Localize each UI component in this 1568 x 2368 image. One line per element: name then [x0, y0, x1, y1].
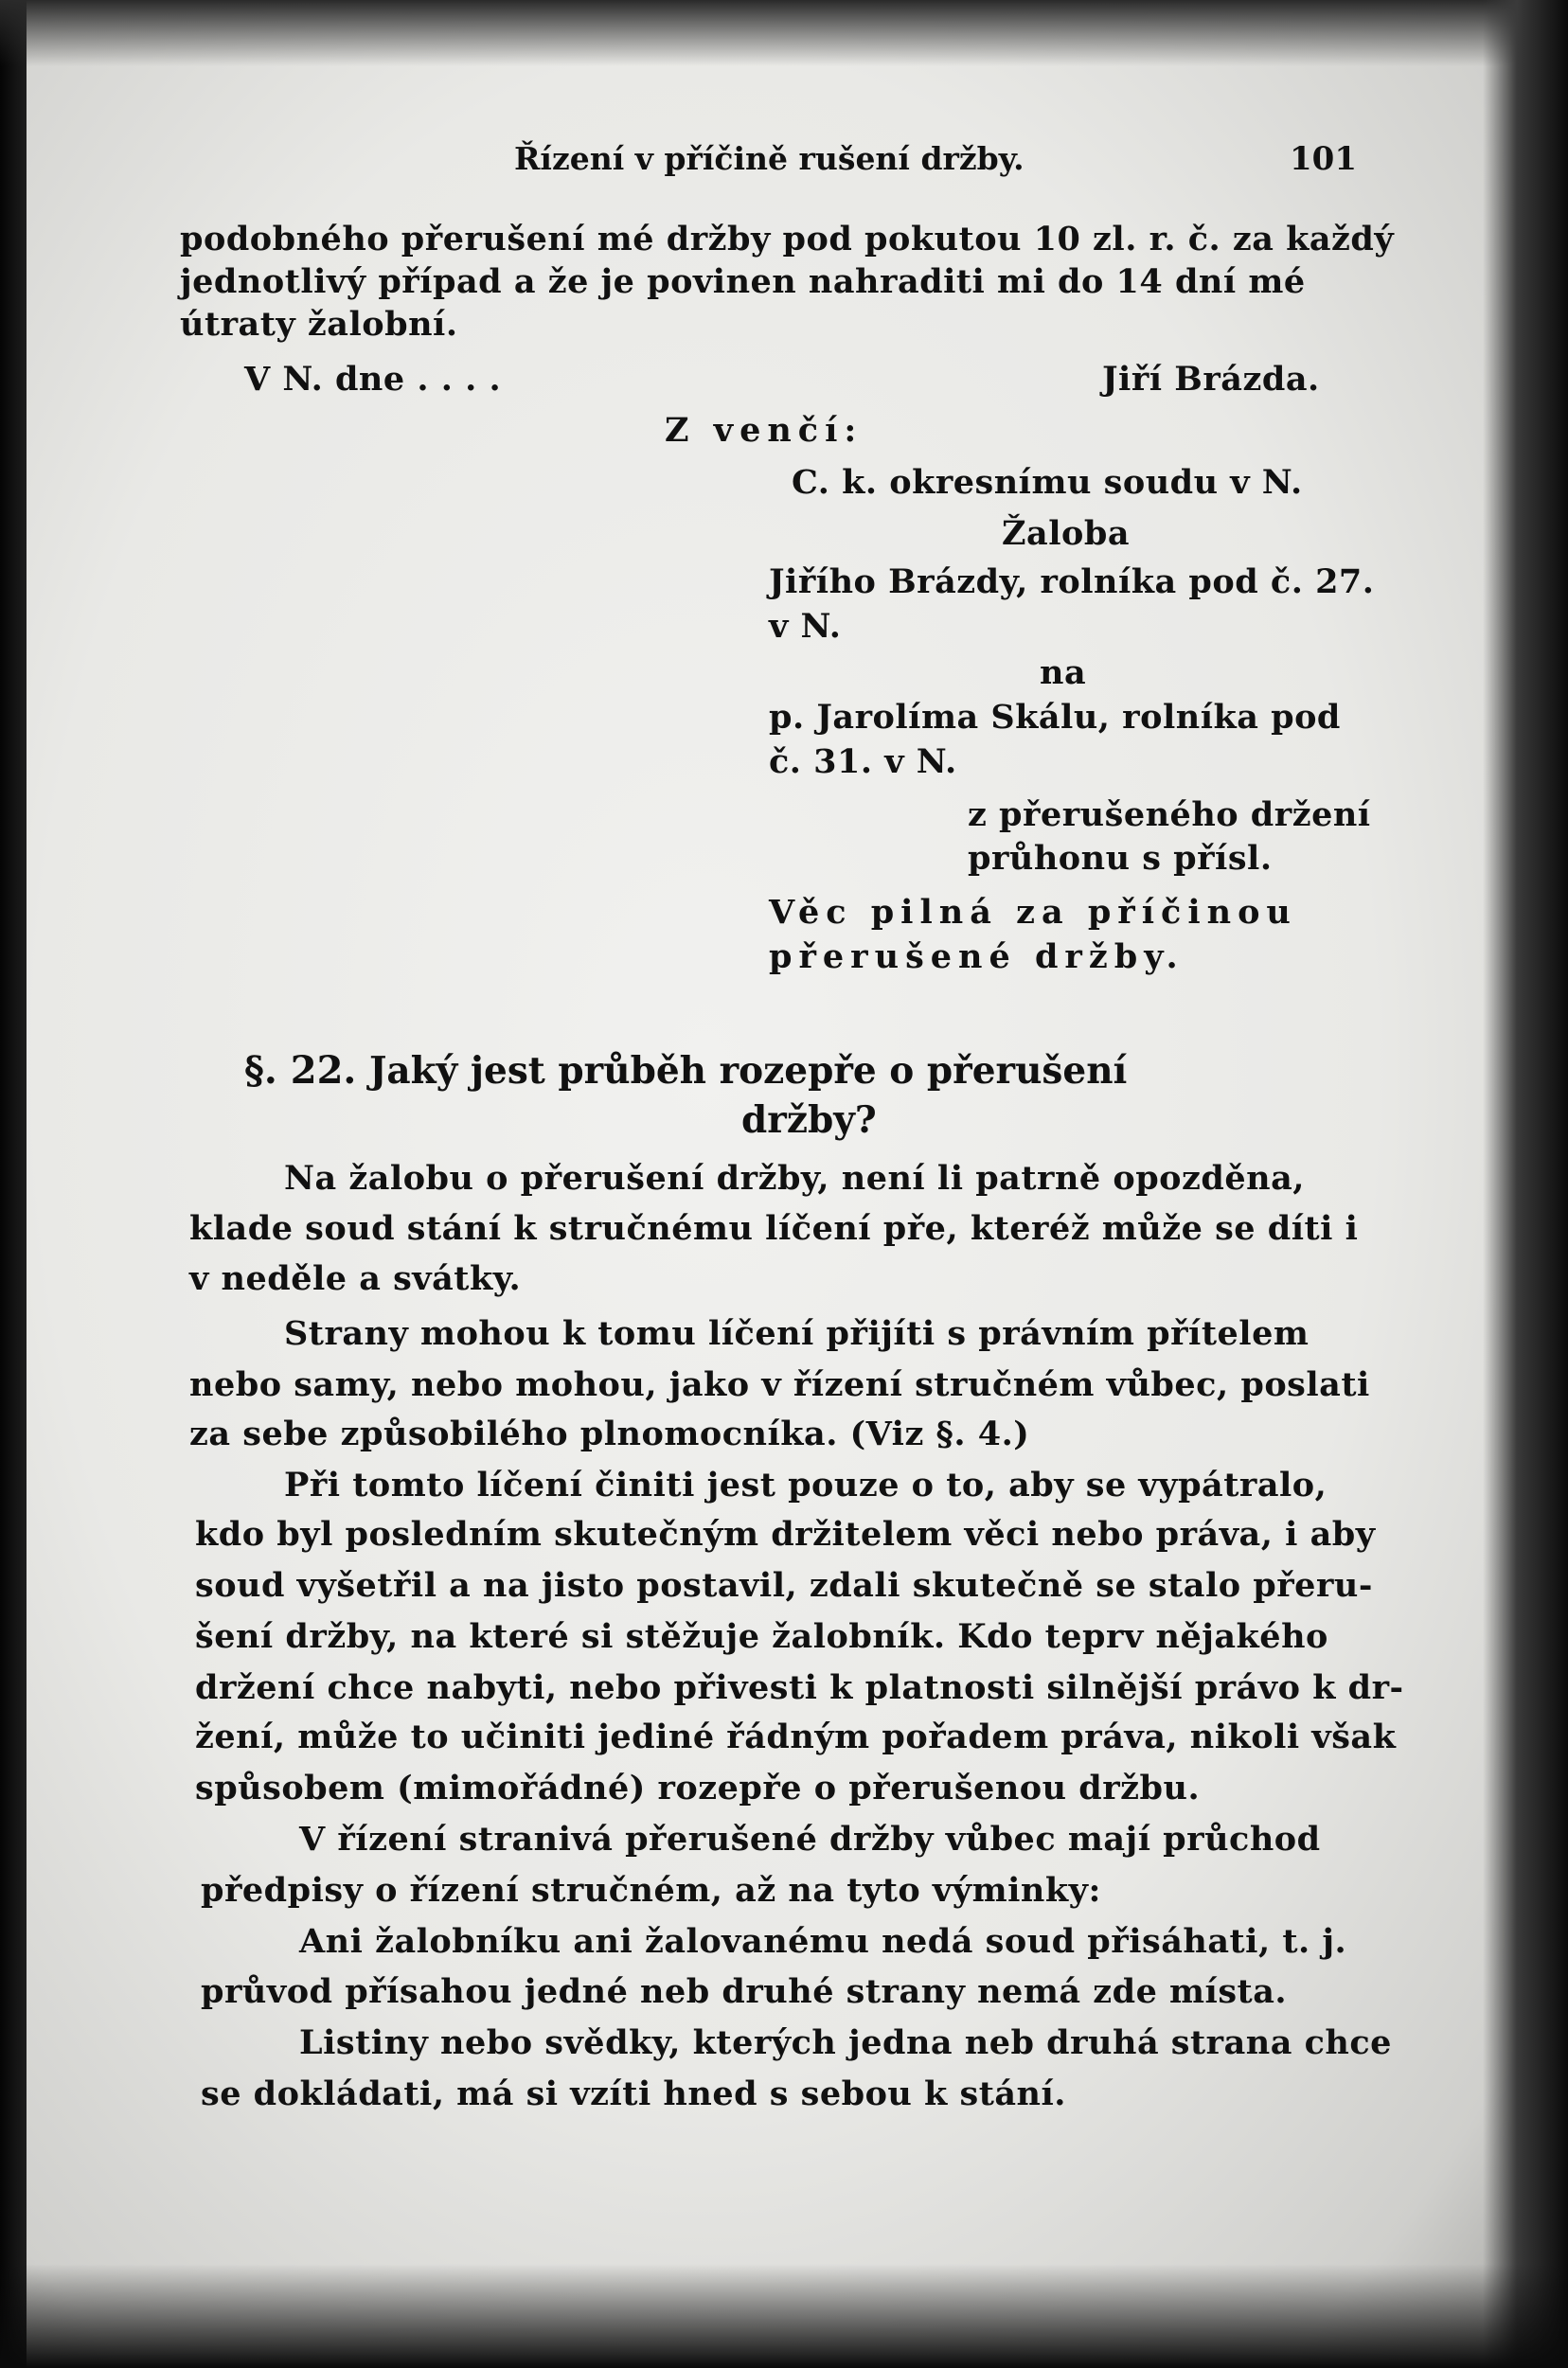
urgent-line-2: přerušené držby. — [769, 937, 1185, 976]
section-number: §. 22. — [244, 1048, 357, 1093]
body-line-7: Při tomto líčení činiti jest pouze o to, aby se vypátralo, — [284, 1466, 1327, 1504]
body-line-6: za sebe způsobilého plnomocníka. (Viz §. 4.) — [189, 1415, 1030, 1453]
against-word: na — [1040, 653, 1087, 692]
form-line-1: podobného přerušení mé držby pod pokutou 10 zl. r. č. za každý — [180, 220, 1395, 258]
court-address: C. k. okresnímu soudu v N. — [792, 463, 1303, 502]
form-line-2: jednotlivý případ a že je povinen nahraditi mi do 14 dní mé — [180, 262, 1306, 301]
body-line-16: Ani žalobníku ani žalovanému nedá soud přisáhati, t. j. — [299, 1922, 1347, 1961]
body-line-1: Na žalobu o přerušení držby, není li patrně opozděna, — [284, 1159, 1305, 1198]
defendant-line-1: p. Jarolíma Skálu, rolníka pod — [769, 698, 1341, 737]
subject-line-1: z přerušeného držení — [968, 795, 1371, 834]
plaintiff-line-1: Jiřího Brázdy, rolníka pod č. 27. — [769, 562, 1375, 601]
body-line-2: klade soud stání k stručnému líčení pře, kteréž může se díti i — [189, 1209, 1359, 1248]
place-date: V N. dne . . . . — [244, 360, 502, 399]
body-line-15: předpisy o řízení stručném, až na tyto výminky: — [201, 1871, 1101, 1910]
urgent-line-1: Věc pilná za příčinou — [769, 893, 1297, 932]
page-number: 101 — [1290, 140, 1357, 178]
body-line-18: Listiny nebo svědky, kterých jedna neb druhá strana chce — [299, 2023, 1392, 2062]
subject-line-2: průhonu s přísl. — [968, 839, 1273, 878]
section-title-2: držby? — [741, 1098, 877, 1142]
document-type: Žaloba — [1002, 514, 1131, 553]
body-line-8: kdo byl posledním skutečným držitelem věci nebo práva, i aby — [195, 1515, 1376, 1554]
body-line-13: spůsobem (mimořádné) rozepře o přerušenou držbu. — [195, 1769, 1201, 1807]
running-title: Řízení v příčině rušení držby. — [514, 140, 1025, 177]
body-line-10: šení držby, na které si stěžuje žalobník. Kdo teprv nějakého — [195, 1617, 1328, 1656]
section-title-1: Jaký jest průběh rozepře o přerušení — [368, 1049, 1128, 1093]
body-line-3: v neděle a svátky. — [189, 1259, 522, 1298]
defendant-line-2: č. 31. v N. — [769, 742, 957, 781]
body-line-14: V řízení stranivá přerušené držby vůbec mají průchod — [299, 1820, 1321, 1859]
plaintiff-line-2: v N. — [769, 607, 842, 646]
body-line-19: se dokládati, má si vzíti hned s sebou k stání. — [201, 2074, 1066, 2113]
outside-label: Z venčí: — [665, 411, 864, 450]
body-line-11: držení chce nabyti, nebo přivesti k platnosti silnější právo k dr- — [195, 1668, 1404, 1707]
body-line-9: soud vyšetřil a na jisto postavil, zdali skutečně se stalo přeru- — [195, 1566, 1373, 1605]
body-line-12: žení, může to učiniti jediné řádným pořadem práva, nikoli však — [195, 1718, 1397, 1756]
form-line-3: útraty žalobní. — [180, 305, 458, 344]
body-line-17: průvod přísahou jedné neb druhé strany nemá zde místa. — [201, 1972, 1288, 2011]
section-heading-line-1 — [244, 1048, 1127, 1093]
signature: Jiří Brázda. — [1102, 360, 1320, 399]
body-line-4: Strany mohou k tomu líčení přijíti s právním přítelem — [284, 1314, 1310, 1353]
body-line-5: nebo samy, nebo mohou, jako v řízení stručném vůbec, poslati — [189, 1365, 1370, 1404]
